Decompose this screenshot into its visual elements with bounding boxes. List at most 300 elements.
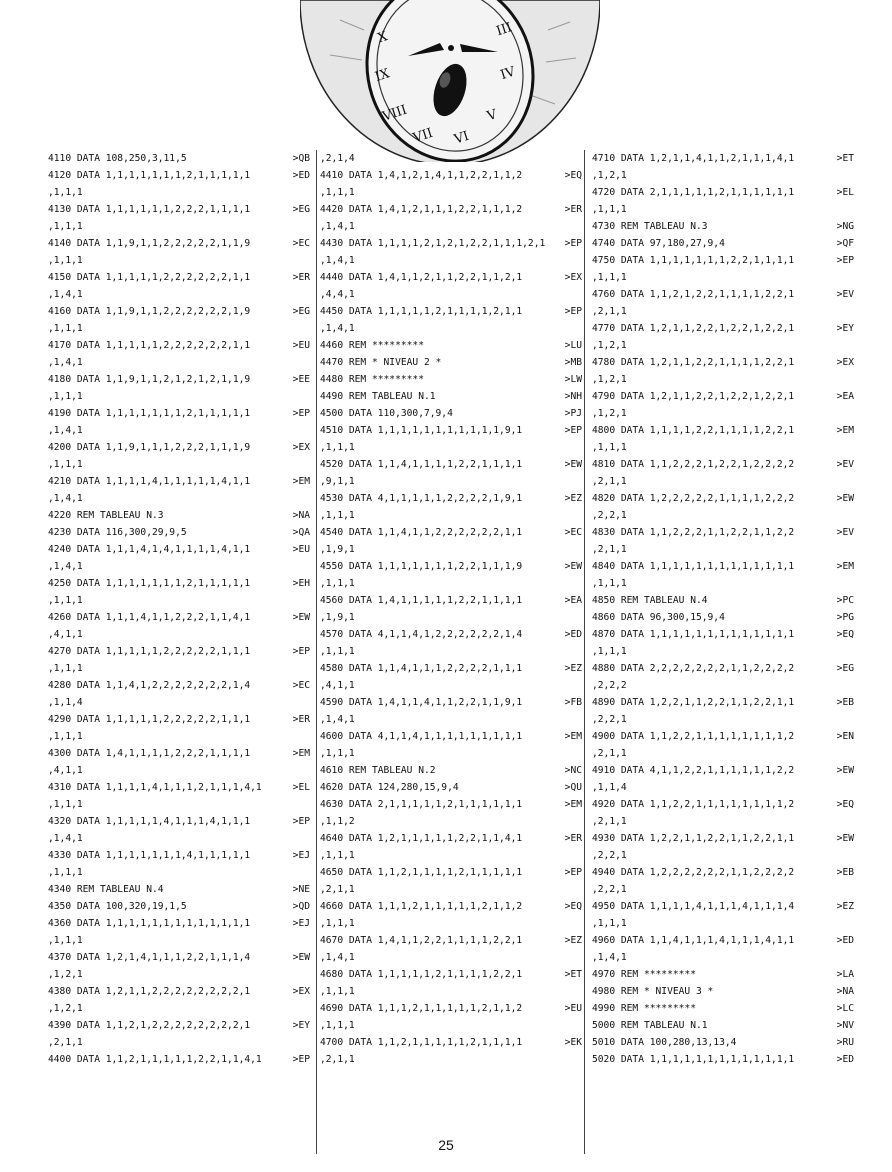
code-text: ,2,1,1 [320,1054,355,1065]
code-text: 4390 DATA 1,1,2,1,2,2,2,2,2,2,2,2,1 [48,1020,251,1031]
code-text: 4280 DATA 1,1,4,1,2,2,2,2,2,2,2,1,4 [48,680,251,691]
code-text: 4920 DATA 1,1,2,2,1,1,1,1,1,1,1,1,2 [592,799,795,810]
checksum-code: >QU [564,782,582,793]
code-line [48,813,310,830]
code-text: 4830 DATA 1,1,2,2,2,1,1,2,2,1,1,2,2 [592,527,795,538]
checksum-code: >ER [292,272,310,283]
code-line [592,184,854,201]
checksum-code: >EZ [564,935,582,946]
code-line [592,286,854,303]
code-line [592,983,854,1000]
code-text: 5000 REM TABLEAU N.1 [592,1020,708,1031]
code-text: 4340 REM TABLEAU N.4 [48,884,164,895]
code-text: ,1,1,1 [592,272,627,283]
code-text: 4630 DATA 2,1,1,1,1,1,2,1,1,1,1,1,1 [320,799,523,810]
checksum-code: >EP [564,306,582,317]
code-text: ,2,1,1 [592,306,627,317]
code-text: 4130 DATA 1,1,1,1,1,1,2,2,2,1,1,1,1 [48,204,251,215]
code-line [320,898,582,915]
checksum-code: >EM [836,425,854,436]
code-text: ,1,1,1 [48,255,83,266]
code-line [592,473,854,490]
code-text: ,2,1,1 [320,884,355,895]
code-text: ,1,1,1 [48,323,83,334]
code-line [320,966,582,983]
code-line [320,371,582,388]
checksum-code: >EJ [292,918,310,929]
code-line [48,371,310,388]
code-text: 4590 DATA 1,4,1,1,4,1,1,2,2,1,1,9,1 [320,697,523,708]
checksum-code: >NC [564,765,582,776]
checksum-code: >EV [836,527,854,538]
checksum-code: >ET [836,153,854,164]
checksum-code: >EW [836,493,854,504]
code-line [320,439,582,456]
checksum-code: >EX [292,442,310,453]
code-line [320,1000,582,1017]
code-line [320,558,582,575]
code-line [320,983,582,1000]
checksum-code: >EG [836,663,854,674]
checksum-code: >ER [564,204,582,215]
code-line [48,286,310,303]
code-text: ,1,2,1 [592,170,627,181]
code-text: 4330 DATA 1,1,1,1,1,1,1,4,1,1,1,1,1 [48,850,251,861]
checksum-code: >ED [836,1054,854,1065]
code-line [48,983,310,1000]
code-line [592,269,854,286]
code-line [48,320,310,337]
code-line [48,405,310,422]
code-text: 4790 DATA 1,2,1,1,2,2,1,2,2,1,2,2,1 [592,391,795,402]
code-text: 4250 DATA 1,1,1,1,1,1,1,2,1,1,1,1,1 [48,578,251,589]
code-line [48,728,310,745]
svg-text:VII: VII [411,125,435,147]
code-text: 4870 DATA 1,1,1,1,1,1,1,1,1,1,1,1,1 [592,629,795,640]
code-line [592,1034,854,1051]
checksum-code: >EP [564,867,582,878]
checksum-code: >RU [836,1037,854,1048]
checksum-code: >QD [292,901,310,912]
code-line [592,779,854,796]
code-line [48,184,310,201]
checksum-code: >EC [292,680,310,691]
checksum-code: >EM [836,561,854,572]
code-line [592,762,854,779]
code-text: ,4,1,1 [320,680,355,691]
code-line [592,813,854,830]
checksum-code: >EM [564,731,582,742]
checksum-code: >QF [836,238,854,249]
code-line [320,643,582,660]
code-text: ,2,1,1 [592,544,627,555]
code-text: 4640 DATA 1,2,1,1,1,1,1,2,2,1,1,4,1 [320,833,523,844]
code-line [320,286,582,303]
code-text: 4710 DATA 1,2,1,1,4,1,1,2,1,1,1,4,1 [592,153,795,164]
page-number: 25 [438,1137,454,1153]
code-line [320,235,582,252]
checksum-code: >MB [564,357,582,368]
code-text: 4200 DATA 1,1,9,1,1,1,2,2,2,1,1,1,9 [48,442,251,453]
code-line [592,830,854,847]
checksum-code: >EW [836,833,854,844]
checksum-code: >ED [836,935,854,946]
checksum-code: >ET [564,969,582,980]
code-text: ,1,1,4 [48,697,83,708]
code-text: 4400 DATA 1,1,2,1,1,1,1,1,2,2,1,1,4,1 [48,1054,262,1065]
code-text: 4530 DATA 4,1,1,1,1,1,2,2,2,2,1,9,1 [320,493,523,504]
code-text: ,1,2,1 [592,340,627,351]
code-text: ,2,1,1 [48,1037,83,1048]
code-line [320,881,582,898]
code-text: 4600 DATA 4,1,1,4,1,1,1,1,1,1,1,1,1 [320,731,523,742]
code-text: ,4,1,1 [48,629,83,640]
checksum-code: >EQ [564,901,582,912]
code-line [320,779,582,796]
clock-illustration [300,0,600,162]
checksum-code: >EP [292,816,310,827]
code-text: ,1,1,1 [592,578,627,589]
code-line [320,167,582,184]
code-text: 4500 DATA 110,300,7,9,4 [320,408,453,419]
code-text: ,1,1,1 [320,646,355,657]
code-text: ,1,1,1 [320,578,355,589]
code-line [320,337,582,354]
code-line [320,1017,582,1034]
code-line [48,575,310,592]
code-line [320,830,582,847]
code-text: ,1,2,1 [592,408,627,419]
code-text: 4380 DATA 1,2,1,1,2,2,2,2,2,2,2,2,1 [48,986,251,997]
code-line [592,847,854,864]
code-line [320,626,582,643]
code-text: 4490 REM TABLEAU N.1 [320,391,436,402]
code-line [320,745,582,762]
code-line [48,354,310,371]
code-line [320,201,582,218]
code-text: 4480 REM ********* [320,374,424,385]
code-text: 4170 DATA 1,1,1,1,1,2,2,2,2,2,2,1,1 [48,340,251,351]
code-text: 4900 DATA 1,1,2,2,1,1,1,1,1,1,1,1,2 [592,731,795,742]
listing-column-1 [48,150,310,1068]
checksum-code: >EV [836,289,854,300]
code-text: 4930 DATA 1,2,2,1,1,2,2,1,1,2,2,1,1 [592,833,795,844]
code-text: 4260 DATA 1,1,1,4,1,1,2,2,2,1,1,4,1 [48,612,251,623]
code-text: 4120 DATA 1,1,1,1,1,1,1,2,1,1,1,1,1 [48,170,251,181]
code-text: 4460 REM ********* [320,340,424,351]
code-text: ,1,1,2 [320,816,355,827]
checksum-code: >LA [836,969,854,980]
code-text: 4610 REM TABLEAU N.2 [320,765,436,776]
code-line [48,1000,310,1017]
code-line [48,388,310,405]
code-line [592,864,854,881]
code-line [592,626,854,643]
code-text: 4290 DATA 1,1,1,1,1,2,2,2,2,2,1,1,1 [48,714,251,725]
code-text: 4540 DATA 1,1,4,1,1,2,2,2,2,2,2,1,1 [320,527,523,538]
code-line [592,915,854,932]
code-line [592,524,854,541]
checksum-code: >NH [564,391,582,402]
code-line [592,371,854,388]
code-text: ,9,1,1 [320,476,355,487]
code-text: 4780 DATA 1,2,1,1,2,2,1,1,1,1,2,2,1 [592,357,795,368]
checksum-code: >QA [292,527,310,538]
listing-column-3 [592,150,854,1068]
code-text: 4570 DATA 4,1,1,4,1,2,2,2,2,2,2,1,4 [320,629,523,640]
code-line [320,864,582,881]
code-text: ,1,4,1 [48,561,83,572]
code-line [320,728,582,745]
code-line [48,762,310,779]
code-line [48,167,310,184]
code-line [48,847,310,864]
code-line [592,1051,854,1068]
code-line [320,422,582,439]
code-line [592,218,854,235]
code-text: ,1,4,1 [320,255,355,266]
code-line [320,813,582,830]
checksum-code: >LC [836,1003,854,1014]
code-text: ,1,9,1 [320,612,355,623]
code-text: 4650 DATA 1,1,2,1,1,1,1,2,1,1,1,1,1 [320,867,523,878]
code-line [320,847,582,864]
checksum-code: >EL [836,187,854,198]
code-text: 4730 REM TABLEAU N.3 [592,221,708,232]
code-line [48,558,310,575]
code-text: ,1,1,1 [320,1020,355,1031]
code-text: ,1,1,1 [48,459,83,470]
code-text: 4220 REM TABLEAU N.3 [48,510,164,521]
code-text: ,4,4,1 [320,289,355,300]
code-text: 4360 DATA 1,1,1,1,1,1,1,1,1,1,1,1,1 [48,918,251,929]
code-line [592,643,854,660]
listing-column-2 [320,150,582,1068]
code-text: ,1,1,1 [48,731,83,742]
column-divider [584,150,585,1154]
code-text: ,1,1,1 [48,187,83,198]
checksum-code: >NG [836,221,854,232]
code-line [48,456,310,473]
code-line [48,303,310,320]
code-text: ,1,1,1 [320,986,355,997]
code-line [320,575,582,592]
checksum-code: >EZ [564,663,582,674]
code-text: ,2,1,4 [320,153,355,164]
code-line [48,201,310,218]
code-text: 4510 DATA 1,1,1,1,1,1,1,1,1,1,1,9,1 [320,425,523,436]
checksum-code: >EA [836,391,854,402]
code-line [592,303,854,320]
code-text: 4700 DATA 1,1,2,1,1,1,1,1,2,1,1,1,1 [320,1037,523,1048]
checksum-code: >EP [564,238,582,249]
code-text: 4980 REM * NIVEAU 3 * [592,986,714,997]
code-text: ,1,1,1 [48,663,83,674]
checksum-code: >EJ [292,850,310,861]
checksum-code: >FB [564,697,582,708]
code-line [592,422,854,439]
code-text: 4750 DATA 1,1,1,1,1,1,1,2,2,1,1,1,1 [592,255,795,266]
code-text: ,1,4,1 [48,493,83,504]
code-line [320,1051,582,1068]
checksum-code: >EG [292,306,310,317]
code-text: 4420 DATA 1,4,1,2,1,1,1,2,2,1,1,1,2 [320,204,523,215]
code-text: 4580 DATA 1,1,4,1,1,1,2,2,2,2,1,1,1 [320,663,523,674]
checksum-code: >EW [564,459,582,470]
code-text: ,2,2,1 [592,884,627,895]
checksum-code: >QB [292,153,310,164]
code-line [320,711,582,728]
code-line [48,235,310,252]
code-line [592,507,854,524]
code-text: 4550 DATA 1,1,1,1,1,1,1,2,2,1,1,1,9 [320,561,523,572]
checksum-code: >ER [564,833,582,844]
code-line [592,932,854,949]
code-text: 4770 DATA 1,2,1,1,2,2,1,2,2,1,2,2,1 [592,323,795,334]
code-text: ,1,4,1 [320,323,355,334]
checksum-code: >EX [836,357,854,368]
checksum-code: >EE [292,374,310,385]
code-line [320,677,582,694]
checksum-code: >EH [292,578,310,589]
code-text: 4740 DATA 97,180,27,9,4 [592,238,725,249]
checksum-code: >ED [292,170,310,181]
code-text: ,1,1,1 [48,221,83,232]
code-line [320,473,582,490]
code-text: 4160 DATA 1,1,9,1,1,2,2,2,2,2,2,1,9 [48,306,251,317]
code-line [592,439,854,456]
checksum-code: >EN [836,731,854,742]
code-line [48,1051,310,1068]
code-line [592,881,854,898]
code-text: ,1,1,1 [48,799,83,810]
code-text: 4690 DATA 1,1,1,2,1,1,1,1,1,2,1,1,2 [320,1003,523,1014]
code-line [320,456,582,473]
code-text: 4680 DATA 1,1,1,1,1,2,1,1,1,1,2,2,1 [320,969,523,980]
code-line [320,388,582,405]
checksum-code: >NE [292,884,310,895]
code-text: 4760 DATA 1,1,2,1,2,2,1,1,1,1,2,2,1 [592,289,795,300]
code-line [48,269,310,286]
code-text: 4450 DATA 1,1,1,1,1,2,1,1,1,1,2,1,1 [320,306,523,317]
code-line [320,354,582,371]
code-text: ,1,4,1 [48,357,83,368]
code-text: ,2,2,2 [592,680,627,691]
code-text: ,1,1,1 [48,935,83,946]
code-line [592,660,854,677]
code-text: 4310 DATA 1,1,1,1,4,1,1,1,2,1,1,1,4,1 [48,782,262,793]
code-text: ,1,1,1 [320,442,355,453]
code-line [320,320,582,337]
code-line [592,745,854,762]
code-line [320,218,582,235]
code-line [48,694,310,711]
code-text: 4620 DATA 124,280,15,9,4 [320,782,459,793]
code-line [48,830,310,847]
code-text: ,2,2,1 [592,850,627,861]
checksum-code: >PJ [564,408,582,419]
code-line [48,609,310,626]
code-line [48,150,310,167]
code-line [592,796,854,813]
checksum-code: >EM [292,476,310,487]
code-line [48,473,310,490]
checksum-code: >LU [564,340,582,351]
svg-text:IX: IX [373,66,392,86]
code-text: ,1,4,1 [48,425,83,436]
code-line [48,881,310,898]
checksum-code: >EU [292,340,310,351]
svg-text:X: X [376,29,390,47]
code-line [48,422,310,439]
code-line [48,592,310,609]
code-line [48,932,310,949]
checksum-code: >LW [564,374,582,385]
code-line [48,677,310,694]
code-line [592,711,854,728]
code-text: ,1,1,1 [48,595,83,606]
code-text: ,1,4,1 [320,221,355,232]
checksum-code: >EB [836,697,854,708]
checksum-code: >ED [564,629,582,640]
checksum-code: >EA [564,595,582,606]
code-text: ,2,1,1 [592,816,627,827]
code-line [320,184,582,201]
code-text: 4820 DATA 1,2,2,2,2,2,1,1,1,1,2,2,2 [592,493,795,504]
svg-text:IV: IV [498,64,518,84]
checksum-code: >PG [836,612,854,623]
code-line [592,694,854,711]
code-text: 4430 DATA 1,1,1,1,2,1,2,1,2,2,1,1,1,2,1 [320,238,546,249]
code-text: ,1,1,1 [592,918,627,929]
code-line [592,575,854,592]
code-text: ,1,2,1 [48,969,83,980]
code-line [592,677,854,694]
code-line [320,490,582,507]
code-line [320,609,582,626]
code-text: 4520 DATA 1,1,4,1,1,1,1,2,2,1,1,1,1 [320,459,523,470]
checksum-code: >EL [292,782,310,793]
code-line [592,592,854,609]
code-line [48,796,310,813]
code-text: 4800 DATA 1,1,1,1,2,2,1,1,1,1,2,2,1 [592,425,795,436]
column-divider [316,150,317,1154]
code-text: ,1,4,1 [48,833,83,844]
checksum-code: >EQ [564,170,582,181]
code-line [48,507,310,524]
checksum-code: >EK [564,1037,582,1048]
svg-text:III: III [494,20,514,40]
svg-text:VI: VI [452,128,471,148]
checksum-code: >EP [564,425,582,436]
code-line [592,541,854,558]
code-line [592,354,854,371]
code-line [48,864,310,881]
code-text: 4560 DATA 1,4,1,1,1,1,1,2,2,1,1,1,1 [320,595,523,606]
checksum-code: >EP [292,1054,310,1065]
code-text: 4210 DATA 1,1,1,1,4,1,1,1,1,1,4,1,1 [48,476,251,487]
code-line [320,694,582,711]
code-line [592,252,854,269]
code-text: 4850 REM TABLEAU N.4 [592,595,708,606]
checksum-code: >EZ [564,493,582,504]
checksum-code: >EW [292,612,310,623]
checksum-code: >EU [564,1003,582,1014]
code-text: 4940 DATA 1,2,2,2,2,2,2,1,1,2,2,2,2 [592,867,795,878]
checksum-code: >EP [836,255,854,266]
code-line [592,405,854,422]
code-text: ,1,1,1 [592,442,627,453]
